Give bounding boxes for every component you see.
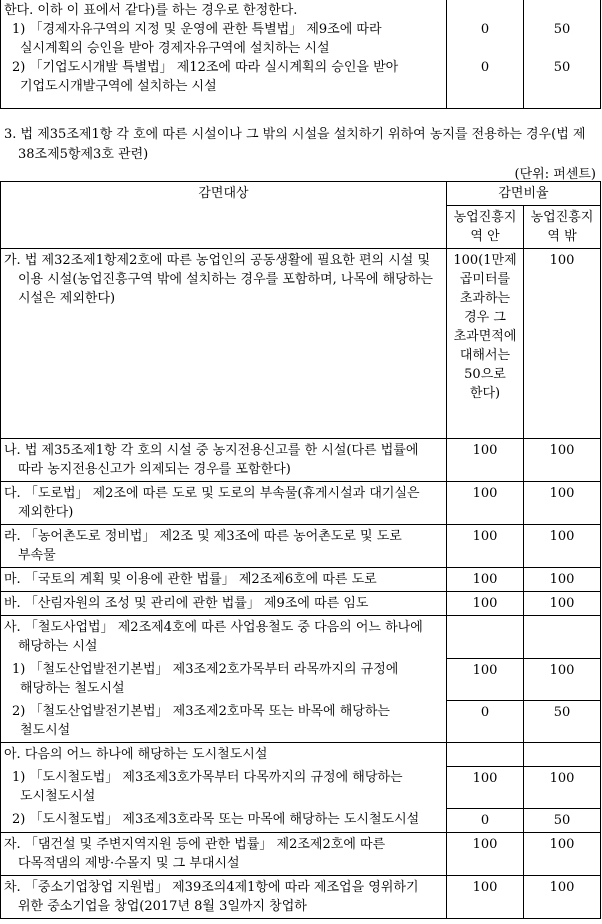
row-ra-in: 100 [447, 525, 524, 568]
row-a-2-in: 0 [447, 808, 524, 832]
top-row-1-desc: 1) 「경제자유구역의 지정 및 운영에 관한 특별법」 제9조에 따라 실시계획의 승인을 받아 경제자유구역에 설치하는 시설 [12, 22, 382, 56]
row-da-in: 100 [447, 482, 524, 525]
table-row [1, 743, 601, 767]
row-ja-in: 100 [447, 832, 524, 875]
row-sa-out [524, 616, 601, 659]
row-ma-desc: 마. 「국토의 계획 및 이용에 관한 법률」 제2조제6호에 따른 도로 [4, 572, 377, 587]
top-row-2-in: 0 [480, 60, 490, 75]
header-subject: 감면대상 [1, 182, 447, 249]
row-a-2-out: 50 [524, 808, 601, 832]
table-row [1, 766, 601, 808]
row-a-in [447, 743, 524, 767]
row-a-1-desc: 1) 「도시철도법」 제3조제3호가목부터 다목까지의 규정에 해당하는 도시철도시설 [12, 770, 403, 804]
top-row-2-desc: 2) 「기업도시개발 특별법」 제12조에 따라 실시계획의 승인을 받아 기업도시개발구역에 설치하는 시설 [12, 60, 399, 94]
row-sa-1-desc: 1) 「철도산업발전기본법」 제3조제2호가목부터 라목까지의 규정에 해당하는 철도시설 [12, 662, 399, 696]
table-row [1, 482, 601, 525]
top-row-2-out: 50 [553, 60, 571, 75]
row-cha-out: 100 [524, 875, 601, 918]
header-rate: 감면비율 [447, 182, 601, 206]
row-ra-out: 100 [524, 525, 601, 568]
row-ra-desc: 라. 「농어촌도로 정비법」 제2조 및 제3조에 따른 농어촌도로 및 도로 부속물 [4, 529, 402, 563]
table-row [1, 832, 601, 875]
row-cha-desc: 차. 「중소기업창업 지원법」 제39조의4제1항에 따라 제조업을 영위하기 위한 중소기업을 창업(2017년 8월 3일까지 창업하 [4, 879, 419, 914]
row-sa-1-out: 100 [524, 658, 601, 700]
top-table-intro: 한다. 이하 이 표에서 같다)를 하는 경우로 한정한다. [4, 3, 298, 18]
reduction-table [0, 181, 601, 919]
row-ga-desc: 가. 법 제32조제1항제2호에 따른 농업인의 공동생활에 필요한 편의 시설 및 이용 시설(농업진흥구역 밖에 설치하는 경우를 포함하며, 나목에 해당하는 시설은 제외한다) [4, 253, 433, 306]
row-a-desc: 아. 다음의 어느 하나에 해당하는 도시철도시설 [4, 747, 268, 762]
table-row [1, 592, 601, 616]
top-out-cell [524, 0, 601, 109]
row-sa-1-in: 100 [447, 658, 524, 700]
section-3-heading [4, 125, 598, 165]
top-table [0, 0, 601, 109]
top-table-intro-cell [1, 0, 447, 109]
unit-label: (단위: 퍼센트) [514, 167, 596, 182]
table-row [1, 249, 601, 439]
row-na-desc: 나. 법 제35조제1항 각 호의 시설 중 농지전용신고를 한 시설(다른 법률에 따라 농지전용신고가 의제되는 경우를 포함한다) [4, 443, 419, 477]
row-ga-out: 100 [524, 249, 601, 439]
table-row [1, 439, 601, 482]
row-a-2-desc: 2) 「도시철도법」 제3조제3호라목 또는 마목에 해당하는 도시철도시설 [12, 812, 420, 827]
table-row [1, 525, 601, 568]
table-row [1, 658, 601, 700]
row-sa-2-desc: 2) 「철도산업발전기본법」 제3조제2호마목 또는 바목에 해당하는 철도시설 [12, 704, 390, 738]
top-row-1-out: 50 [553, 22, 571, 37]
row-a-1-in: 100 [447, 766, 524, 808]
row-na-in: 100 [447, 439, 524, 482]
row-cha-in: 100 [447, 875, 524, 918]
table-row [1, 875, 601, 918]
row-da-desc: 다. 「도로법」 제2조에 따른 도로 및 도로의 부속물(휴게시설과 대기실은 제외한다) [4, 486, 420, 520]
header-col-in: 농업진흥지역 안 [447, 206, 524, 249]
header-col-out: 농업진흥지역 밖 [524, 206, 601, 249]
row-ma-out: 100 [524, 568, 601, 592]
row-ma-in: 100 [447, 568, 524, 592]
section-3-title: 3. 법 제35조제1항 각 호에 따른 시설이나 그 밖의 시설을 설치하기 위하여 농지를 전용하는 경우(법 제38조제5항제3호 관련) [4, 127, 586, 162]
table-row [1, 616, 601, 659]
row-sa-in [447, 616, 524, 659]
table-row [1, 700, 601, 743]
table-row [1, 808, 601, 832]
row-ja-desc: 자. 「댐건설 및 주변지역지원 등에 관한 법률」 제2조제2호에 따른 다목적댐의 제방·수몰지 및 그 부대시설 [4, 836, 386, 871]
top-row-1-in: 0 [480, 22, 490, 37]
row-sa-2-out: 50 [524, 700, 601, 743]
row-ba-in: 100 [447, 592, 524, 616]
row-ja-out: 100 [524, 832, 601, 875]
row-a-1-out: 100 [524, 766, 601, 808]
top-in-cell [447, 0, 524, 109]
row-a-out [524, 743, 601, 767]
row-na-out: 100 [524, 439, 601, 482]
table-row [1, 568, 601, 592]
row-ga-in: 100(1만제곱미터를 초과하는 경우 그 초과면적에 대해서는 50으로 한다) [447, 249, 524, 439]
row-sa-desc: 사. 「철도사업법」 제2조제4호에 따른 사업용철도 중 다음의 어느 하나에 해당하는 시설 [4, 620, 423, 654]
row-ba-desc: 바. 「산림자원의 조성 및 관리에 관한 법률」 제9조에 따른 임도 [4, 596, 369, 611]
row-da-out: 100 [524, 482, 601, 525]
row-ba-out: 100 [524, 592, 601, 616]
row-sa-2-in: 0 [447, 700, 524, 743]
